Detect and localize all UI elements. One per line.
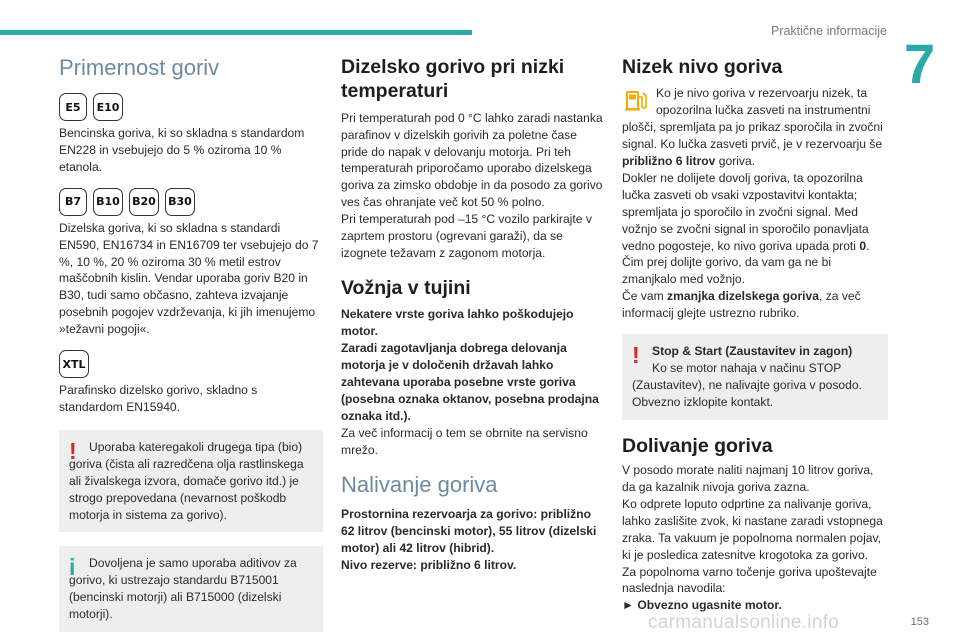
- warning-box: [59, 430, 323, 533]
- info-icon: i: [69, 554, 76, 581]
- top-up-text-2: Ko odprete loputo odprtine za nalivanje goriva, lahko zaslišite zvok, ki nastane zaradi vstopnega zraka. Ta vakuum je popolnoma normalen pojav, ki je posledica zatesnitve krogotoka za gorivo.: [622, 496, 883, 562]
- info-text: Dovoljena je samo uporaba aditivov za gorivo, ki ustrezajo standardu B715001 (bencinski motorji) ali B715000 (dizelski motorji).: [69, 556, 297, 622]
- fuel-badge-b30: B30: [165, 188, 195, 216]
- warning-text: Uporaba kateregakoli drugega tipa (bio) goriva (čista ali razredčena olja rastlinskega ali živalskega izvora, domače gorivo itd.) je strogo prepovedana (nevarnost poškodb motorja in sistema za gorivo).: [69, 439, 304, 522]
- info-box: [59, 546, 323, 632]
- top-up-text: V posodo morate naliti najmanj 10 litrov goriva, da ga kazalnik nivoja goriva zazna.: [622, 463, 874, 494]
- abroad-warning-2: Zaradi zagotavljanja dobrega delovanja motorja je v določenih državah lahko zahtevana uporaba posebne vrste goriva (posebna oznaka oktanov, posebna prodajna oznaka itd.).: [341, 341, 599, 423]
- winter-text: Pri temperaturah pod 0 °C lahko zaradi nastanka parafinov v dizelskih gorivih za poletne čase pride do napak v delovanju motorja. Pri teh temperaturah priporočamo uporabo dizelskega goriva za zimsko obdobje in da posodo za gorivo ves čas ohranjate več kot 50 % polno.: [341, 110, 603, 210]
- abroad-text: Za več informacij o tem se obrnite na servisno mrežo.: [341, 425, 588, 457]
- tank-capacity: Prostornina rezervoarja za gorivo: približno 62 litrov (bencinski motor), 55 litrov (dizelski motor) ali 42 litrov (hibrid).: [341, 507, 597, 556]
- fuel-badge-xtl: XTL: [59, 350, 89, 378]
- stop-start-text: Ko se motor nahaja v načinu STOP (Zaustavitev), ne nalivajte goriva v posodo. Obvezno izklopite kontakt.: [632, 360, 862, 409]
- diesel-text: Dizelska goriva, ki so skladna s standardi EN590, EN16734 in EN16709 ter vsebujejo do 7 %, 10 %, 20 % oziroma 30 % metil estrov maščobnih kislin. Vendar uporaba goriv B20 in B30, tudi samo občasno, zahteva izvajanje posebnih pogojev vzdrževanja, ki jih imenujemo »težavni pogoji«.: [59, 220, 319, 337]
- watermark: carmanualsonline.info: [648, 612, 840, 633]
- fuel-badge-e5: E5: [59, 93, 87, 121]
- gasoline-text: Bencinska goriva, ki so skladna s standardom EN228 in vsebujejo do 5 % oziroma 10 % etanola.: [59, 126, 305, 174]
- stop-start-title: Stop & Start (Zaustavitev in zagon): [652, 344, 853, 359]
- column-low-fuel: [622, 55, 888, 614]
- diesel-badges: [59, 188, 323, 216]
- heading-topping-up: Dolivanje goriva: [622, 434, 773, 457]
- winter-text-2: Pri temperaturah pod –15 °C vozilo parkirajte v zaprtem prostoru (ogrevani garaži), da se izognete težavam z zagonom motorja.: [341, 212, 592, 260]
- fuel-badge-b10: B10: [93, 188, 123, 216]
- top-up-text-3: Za popolnoma varno točenje goriva upoštevajte naslednja navodila:: [622, 564, 877, 596]
- heading-diesel-winter: Dizelsko gorivo pri nizki temperaturi: [341, 56, 565, 103]
- chapter-number: 7: [904, 32, 936, 95]
- heading-refuelling: Nalivanje goriva: [341, 472, 498, 498]
- heading-fuel-compatibility: Primernost goriv: [59, 55, 220, 80]
- reserve-level: Nivo rezerve: približno 6 litrov.: [341, 558, 517, 573]
- step-1: ► Obvezno ugasnite motor.: [622, 598, 782, 613]
- header-accent-bar: [0, 30, 472, 35]
- stop-start-warning-box: [622, 334, 888, 420]
- arrow-icon: ►: [622, 598, 634, 613]
- low-fuel-text-2: Dokler ne dolijete dovolj goriva, ta opozorilna lučka zasveti ob vsaki vzpostavitvi kontakta; spremljata jo sporočilo in zvočni signal. Med vožnjo se zvočni signal in sporočilo ponavljata vedno pogosteje, ko nivo goriva upada proti 0.: [622, 170, 870, 253]
- fuel-badge-e10: E10: [93, 93, 123, 121]
- low-fuel-text-3: Čim prej dolijte gorivo, da vam ga ne bi zmanjkalo med vožnjo.: [622, 255, 832, 287]
- column-diesel-winter: [341, 55, 605, 574]
- page-number: 153: [910, 616, 929, 628]
- xtl-text: Parafinsko dizelsko gorivo, skladno s standardom EN15940.: [59, 383, 258, 414]
- fuel-warning-icon: [622, 86, 650, 114]
- column-fuel-compatibility: [59, 55, 323, 632]
- fuel-badge-b20: B20: [129, 188, 159, 216]
- low-fuel-text: Ko je nivo goriva v rezervoarju nizek, ta opozorilna lučka zasveti na instrumentni plošči, spremljata pa jo prikaz sporočila in zvočni signal. Ko lučka zasveti prvič, je v rezervoarju še približno 6 litrov goriva.: [622, 86, 883, 168]
- fuel-badge-b7: B7: [59, 188, 87, 216]
- abroad-warning-1: Nekatere vrste goriva lahko poškodujejo motor.: [341, 307, 574, 339]
- gasoline-badges: [59, 93, 323, 121]
- xtl-badges: [59, 350, 323, 378]
- section-title: Praktične informacije: [770, 24, 887, 38]
- heading-low-fuel: Nizek nivo goriva: [622, 56, 783, 78]
- heading-driving-abroad: Vožnja v tujini: [341, 276, 471, 299]
- warning-icon: !: [632, 342, 640, 369]
- warning-icon: !: [69, 437, 77, 464]
- low-fuel-text-4: Če vam zmanjka dizelskega goriva, za več informacij glejte ustrezno rubriko.: [622, 289, 861, 321]
